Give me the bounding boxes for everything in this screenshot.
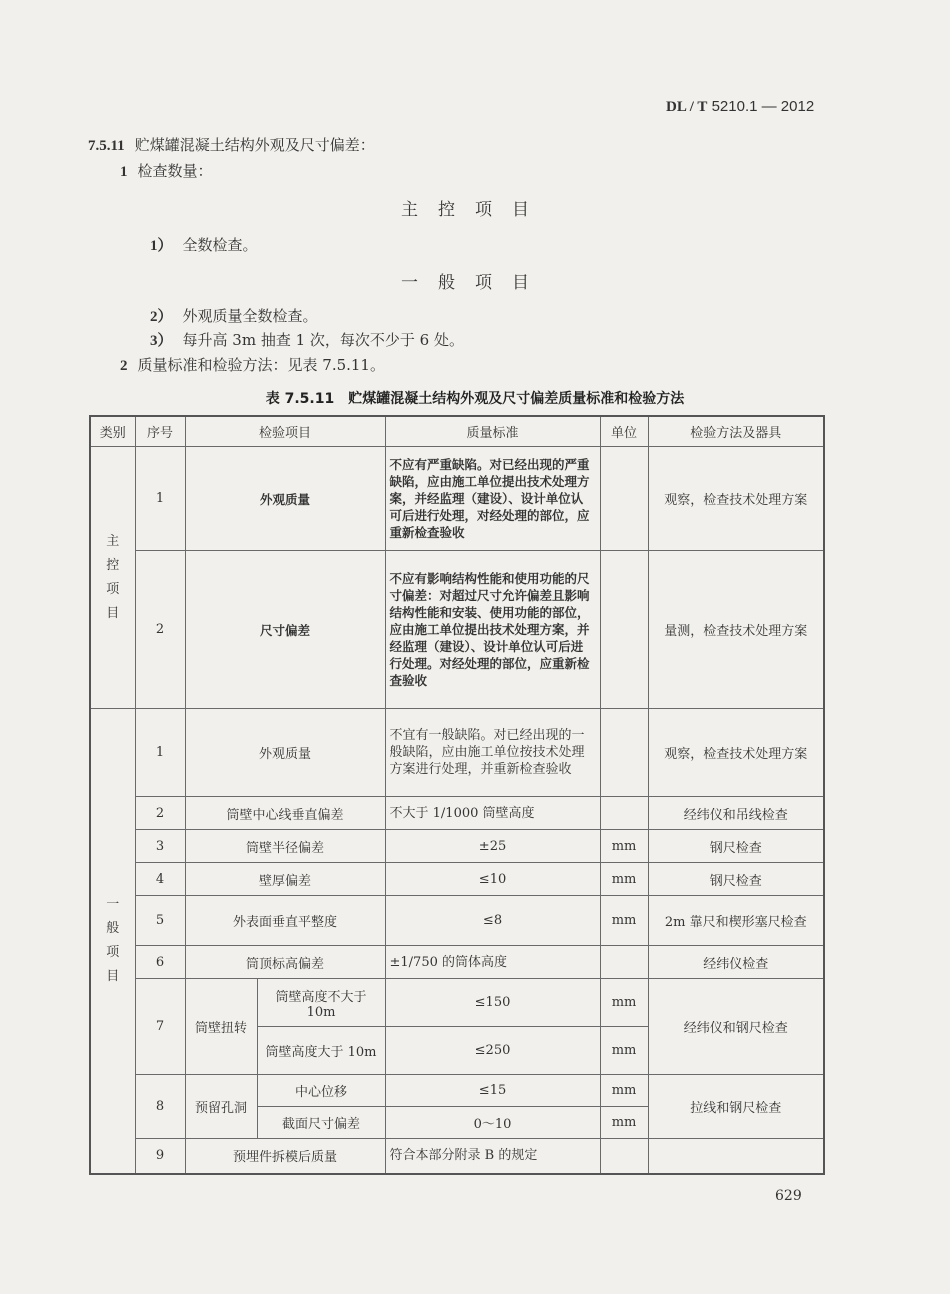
table-row [90,979,824,1027]
inspection-method: 拉线和钢尺检查 [648,1075,824,1139]
inspection-method: 经纬仪和钢尺检查 [648,979,824,1075]
general-items-title: 一般项目 [401,273,549,293]
inspection-method: 钢尺检查 [648,830,824,863]
inspection-item: 筒顶标高偏差 [185,946,385,979]
table-row [90,830,824,863]
unit: mm [600,1027,648,1075]
quality-standard: ±1/750 的筒体高度 [385,946,600,979]
inspection-method [648,1139,824,1174]
inspection-method: 钢尺检查 [648,863,824,896]
header-unit: 单位 [600,416,648,447]
category-main-control: 主 控 项 目 [90,447,135,709]
table-row [90,447,824,551]
row-number: 1 [135,709,185,797]
table-row [90,1075,824,1107]
inspection-group: 筒壁扭转 [185,979,257,1075]
inspection-sub-item: 筒壁高度大于 10m [257,1027,385,1075]
header-method: 检验方法及器具 [648,416,824,447]
inspection-item: 筒壁中心线垂直偏差 [185,797,385,830]
sub-item-1-text: 全数检查。 [182,236,258,254]
table-row [90,896,824,946]
section-heading [88,134,375,155]
sub-item-3-text: 每升高 3m 抽查 1 次，每次不少于 6 处。 [182,331,464,349]
quality-standard: 不应有严重缺陷。对已经出现的严重缺陷，应由施工单位提出技术处理方案，并经监理（建设）、设计单位认可后进行处理，对经处理的部位，应重新检查验收 [385,447,600,551]
quality-standard: 不大于 1/1000 筒壁高度 [385,797,600,830]
sub-item-2 [150,305,318,326]
unit: mm [600,1107,648,1139]
row-number: 6 [135,946,185,979]
sub-item-3-number: 3） [150,333,173,349]
item-2-text: 质量标准和检验方法：见表 7.5.11。 [137,356,385,374]
item-1-text: 检查数量： [137,162,213,180]
inspection-item: 外表面垂直平整度 [185,896,385,946]
unit: mm [600,979,648,1027]
inspection-method: 观察，检查技术处理方案 [648,447,824,551]
inspection-item: 壁厚偏差 [185,863,385,896]
quality-standard: ±25 [385,830,600,863]
unit: mm [600,896,648,946]
table-row [90,946,824,979]
inspection-sub-item: 筒壁高度不大于 10m [257,979,385,1027]
unit [600,447,648,551]
quality-standard: ≤15 [385,1075,600,1107]
header-category: 类别 [90,416,135,447]
header-quality-standard: 质量标准 [385,416,600,447]
quality-standard-table [89,415,825,1175]
quality-standard: 不应有影响结构性能和使用功能的尺寸偏差：对超过尺寸允许偏差且影响结构性能和安装、使用功能的部位，应由施工单位提出技术处理方案，并经监理（建设）、设计单位认可后进行处理。对经处理的部位，应重新检查验收 [385,551,600,709]
table-row [90,863,824,896]
unit [600,1139,648,1174]
header-inspection-item: 检验项目 [185,416,385,447]
sub-item-3 [150,329,464,350]
item-1 [120,160,213,181]
inspection-sub-item: 截面尺寸偏差 [257,1107,385,1139]
row-number: 2 [135,551,185,709]
standard-code-suffix: 5210.1 — 2012 [711,98,815,115]
unit [600,946,648,979]
inspection-group: 预留孔洞 [185,1075,257,1139]
unit [600,709,648,797]
inspection-item: 外观质量 [185,447,385,551]
table-row [90,551,824,709]
inspection-item: 尺寸偏差 [185,551,385,709]
inspection-item: 外观质量 [185,709,385,797]
row-number: 5 [135,896,185,946]
inspection-sub-item: 中心位移 [257,1075,385,1107]
table-row [90,1139,824,1174]
category-general: 一 般 项 目 [90,709,135,1174]
sub-item-2-text: 外观质量全数检查。 [182,307,318,325]
inspection-method: 经纬仪和吊线检查 [648,797,824,830]
table-row [90,709,824,797]
unit [600,551,648,709]
row-number: 9 [135,1139,185,1174]
inspection-item: 预埋件拆模后质量 [185,1139,385,1174]
table-caption: 表 7.5.11 贮煤罐混凝土结构外观及尺寸偏差质量标准和检验方法 [265,391,685,407]
section-title: 贮煤罐混凝土结构外观及尺寸偏差： [134,136,375,154]
standard-code-prefix: DL / T [666,99,708,115]
row-number: 8 [135,1075,185,1139]
quality-standard: ≤10 [385,863,600,896]
quality-standard: ≤250 [385,1027,600,1075]
unit: mm [600,830,648,863]
row-number: 3 [135,830,185,863]
inspection-method: 观察，检查技术处理方案 [648,709,824,797]
inspection-method: 经纬仪检查 [648,946,824,979]
page-number: 629 [775,1188,802,1204]
sub-item-1 [150,234,258,255]
table-header-row [90,416,824,447]
quality-standard: 不宜有一般缺陷。对已经出现的一般缺陷，应由施工单位按技术处理方案进行处理，并重新检查验收 [385,709,600,797]
item-1-number: 1 [120,164,128,180]
row-number: 1 [135,447,185,551]
sub-item-2-number: 2） [150,309,173,325]
quality-standard: ≤150 [385,979,600,1027]
unit: mm [600,1075,648,1107]
sub-item-1-number: 1） [150,238,173,254]
inspection-method: 2m 靠尺和楔形塞尺检查 [648,896,824,946]
row-number: 2 [135,797,185,830]
section-number: 7.5.11 [88,138,125,154]
item-2 [120,354,385,375]
standard-code [666,98,814,116]
header-number: 序号 [135,416,185,447]
row-number: 4 [135,863,185,896]
quality-standard: 符合本部分附录 B 的规定 [385,1139,600,1174]
item-2-number: 2 [120,358,128,374]
unit: mm [600,863,648,896]
quality-standard: ≤8 [385,896,600,946]
main-items-title: 主控项目 [401,200,549,220]
inspection-method: 量测，检查技术处理方案 [648,551,824,709]
quality-standard: 0～10 [385,1107,600,1139]
inspection-item: 筒壁半径偏差 [185,830,385,863]
row-number: 7 [135,979,185,1075]
table-row [90,797,824,830]
unit [600,797,648,830]
